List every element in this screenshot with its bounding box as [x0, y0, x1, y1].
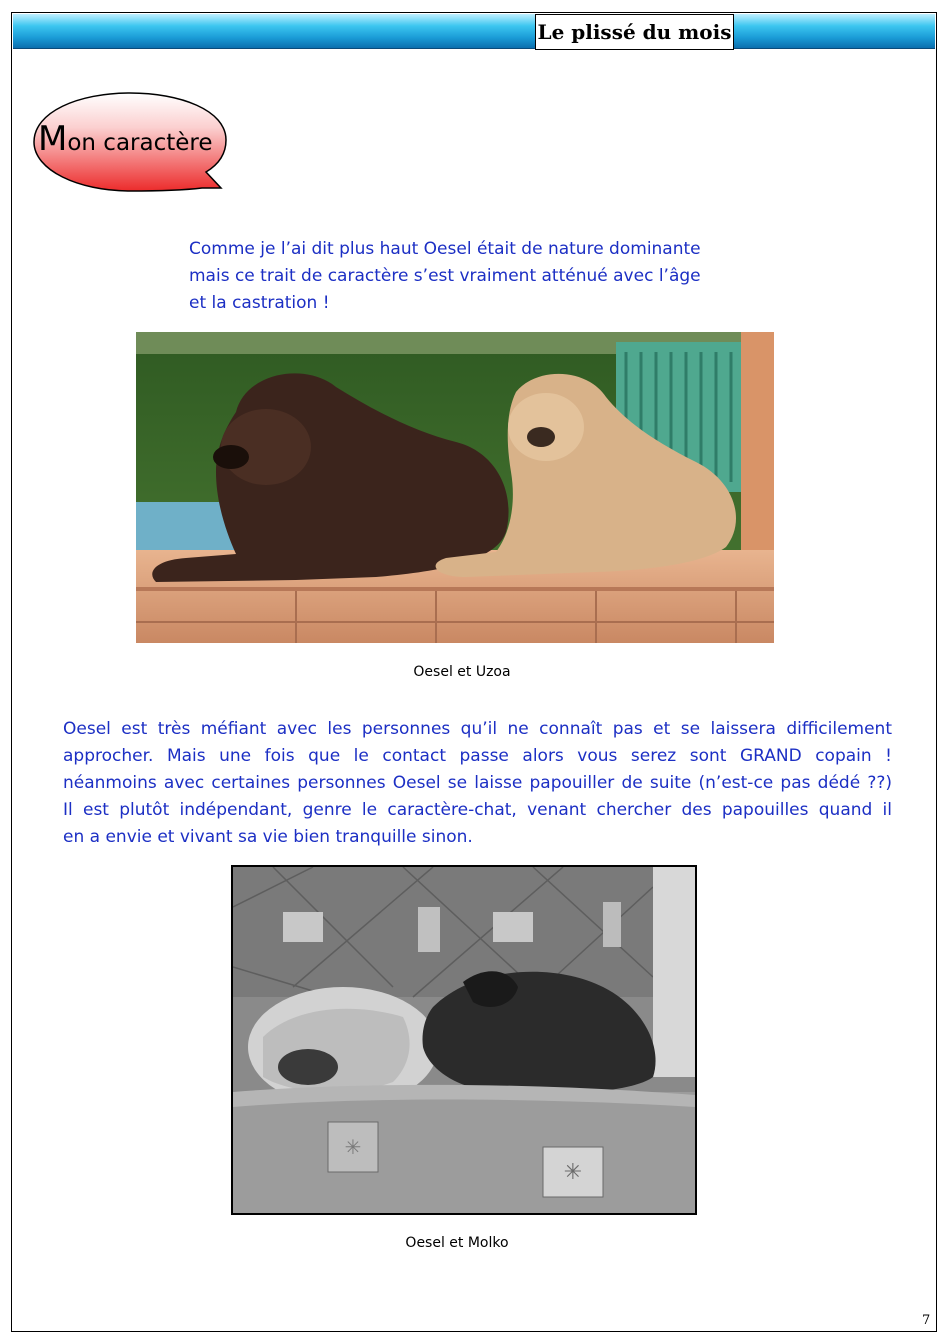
header-bar-left — [13, 14, 535, 49]
section-title-initial: M — [38, 119, 68, 159]
section-title-rest: on caractère — [67, 130, 213, 156]
photo-caption: Oesel et Uzoa — [413, 664, 511, 680]
section-title — [38, 119, 213, 159]
body-line: Oesel est très méfiant avec les personnes qu’il ne connaît pas et se laissera difficilement — [63, 719, 892, 739]
body-line: approcher. Mais une fois que le contact passe alors vous serez sont GRAND copain ! — [63, 746, 892, 766]
photo-dogs-poolside — [136, 332, 774, 643]
photo-caption: Oesel et Molko — [405, 1235, 509, 1251]
page-number: 7 — [922, 1313, 931, 1328]
svg-text:✳: ✳ — [344, 1135, 362, 1159]
intro-line: mais ce trait de caractère s’est vraiment atténué avec l’âge — [189, 266, 701, 286]
intro-paragraph — [189, 236, 749, 317]
body-line: néanmoins avec certaines personnes Oesel se laisse papouiller de suite (n’est-ce pas dédé ??) — [63, 773, 892, 793]
photo-dogs-sleeping — [231, 865, 697, 1215]
photo-dogs-poolside-image — [136, 332, 774, 643]
body-line: en a envie et vivant sa vie bien tranquille sinon. — [63, 827, 473, 847]
svg-text:✳: ✳ — [563, 1160, 583, 1185]
photo-dogs-sleeping-image — [233, 867, 695, 1213]
intro-line: Comme je l’ai dit plus haut Oesel était de nature dominante — [189, 239, 701, 259]
header-title: Le plissé du mois — [535, 14, 734, 50]
header-bar-right — [734, 14, 935, 49]
body-paragraph — [63, 716, 892, 851]
intro-line: et la castration ! — [189, 293, 330, 313]
body-line: Il est plutôt indépendant, genre le caractère-chat, venant chercher des papouilles quand il — [63, 800, 892, 820]
